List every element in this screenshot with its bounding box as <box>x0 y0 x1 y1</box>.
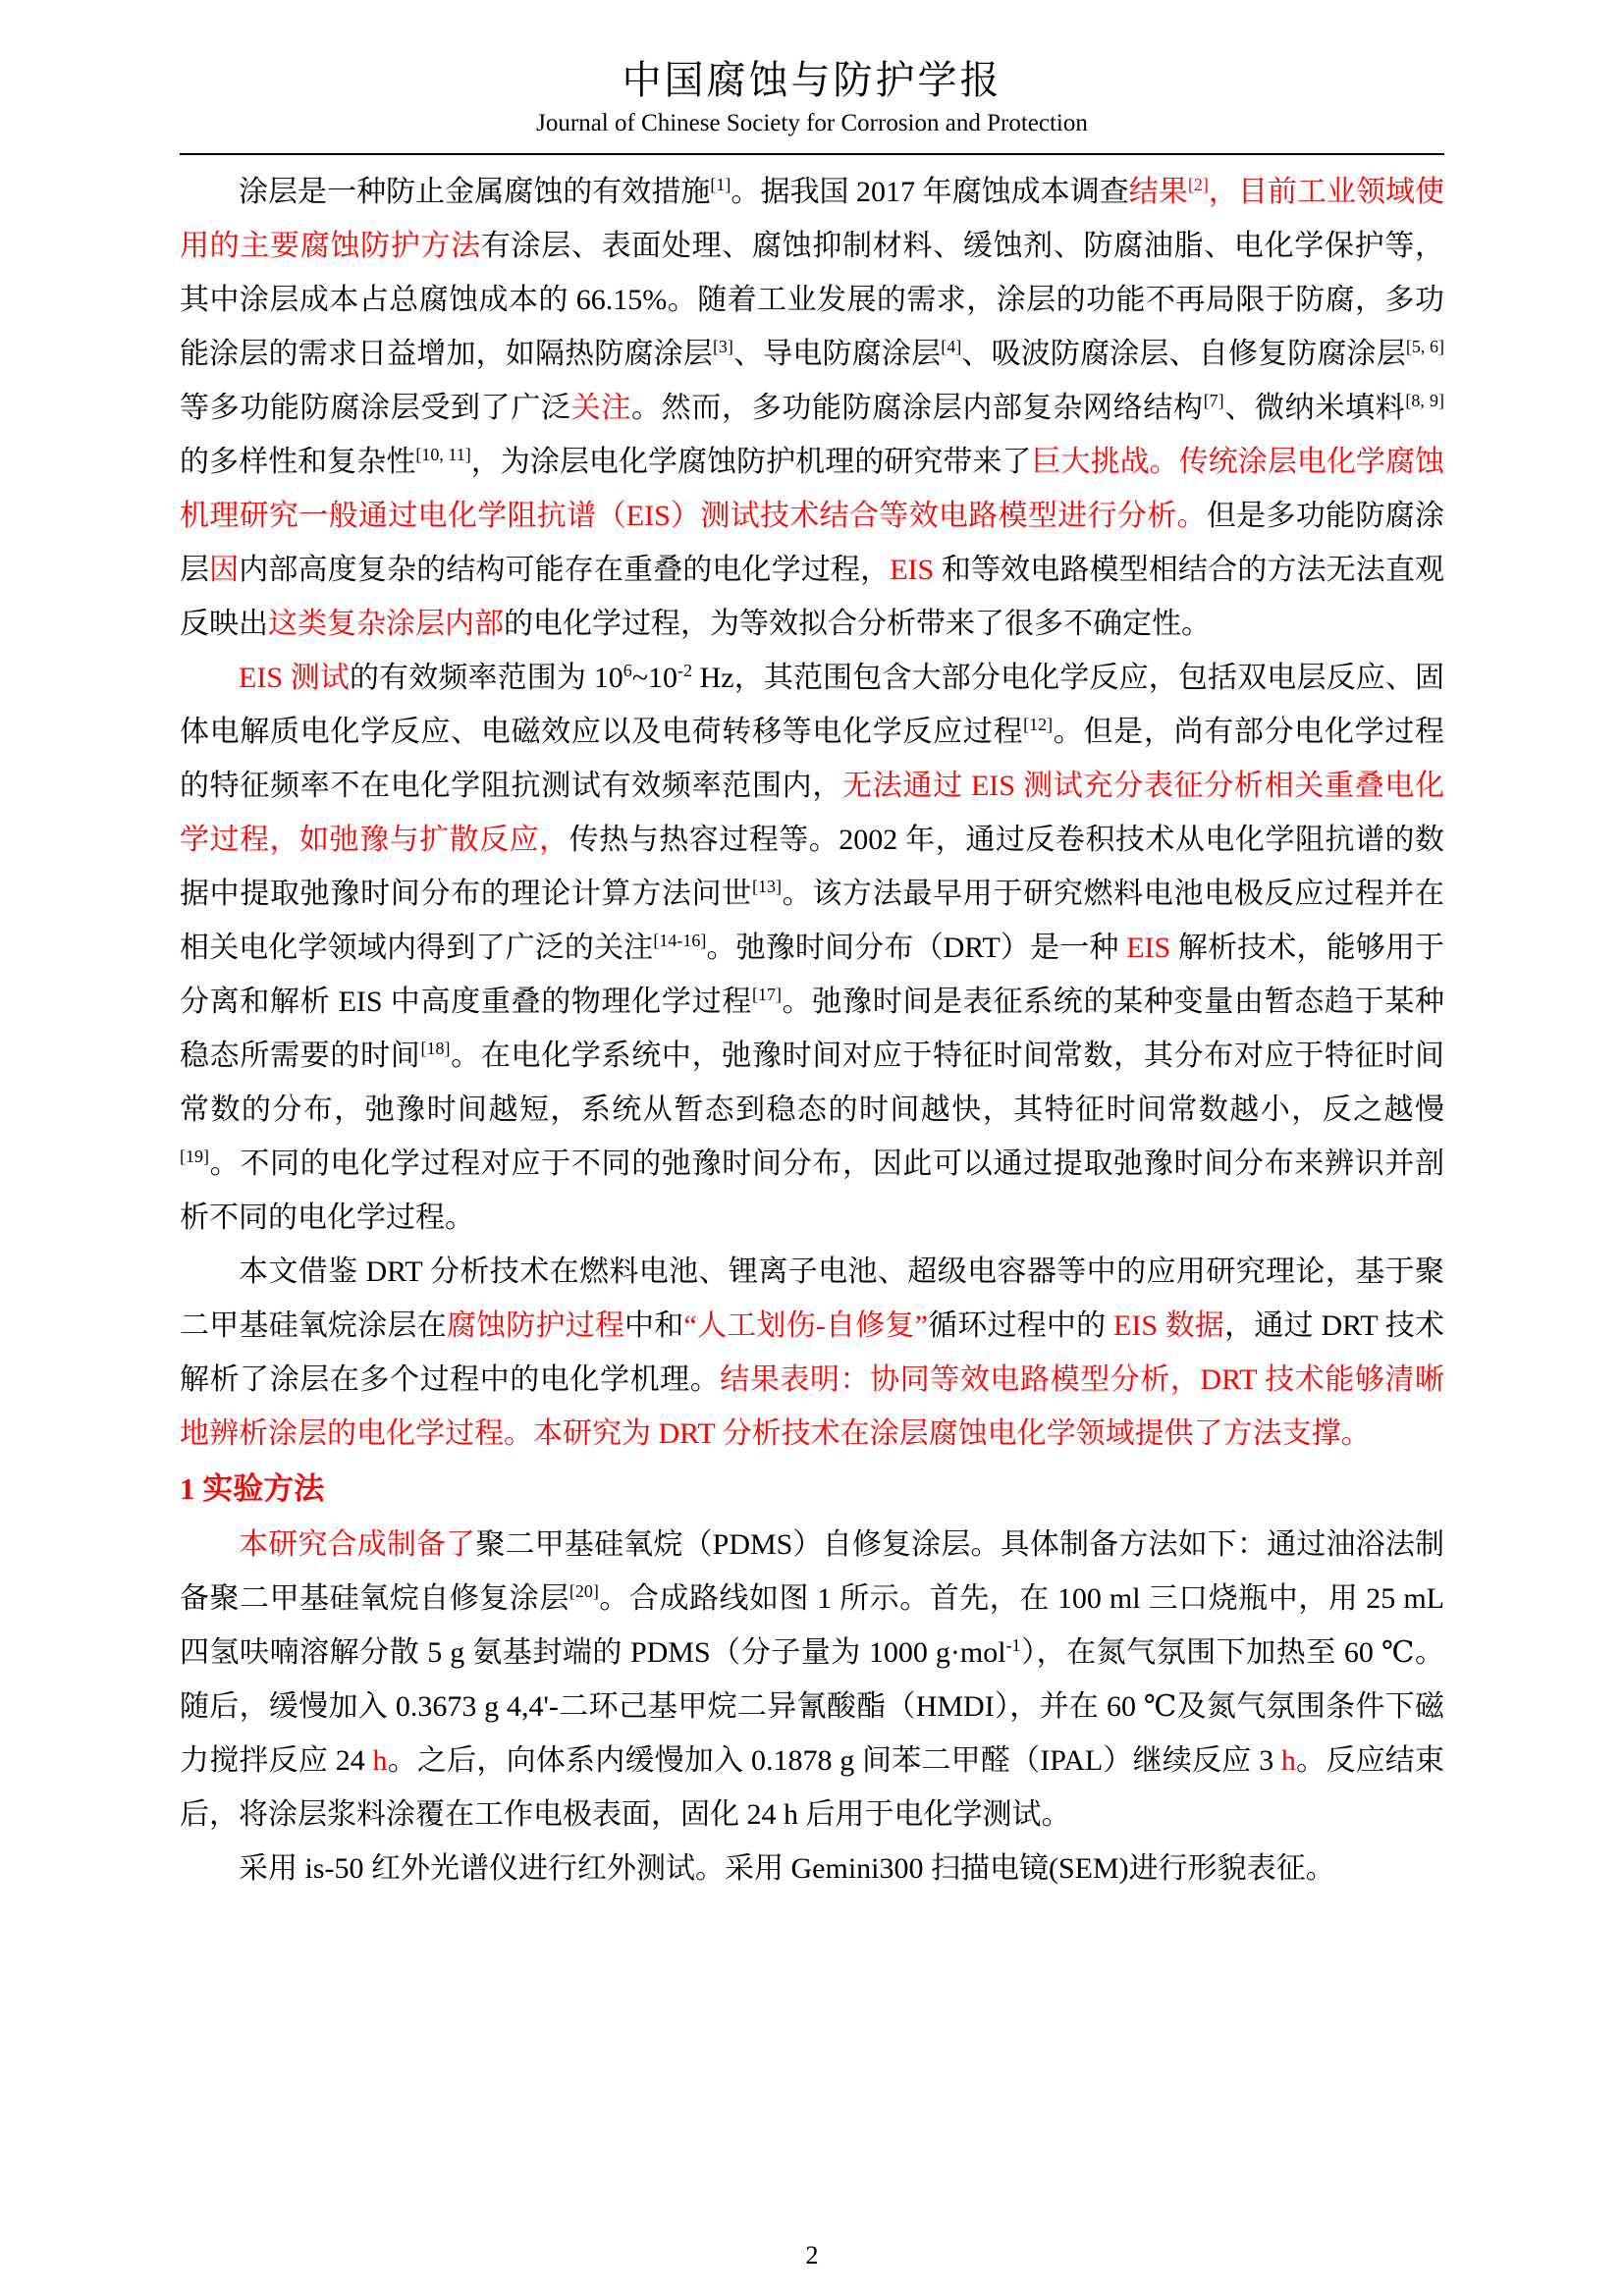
text-run: ，为涂层电化学腐蚀防护机理的研究带来了 <box>470 446 1032 478</box>
text-run: 采用 is-50 红外光谱仪进行红外测试。采用 Gemini300 扫描电镜(SEM)进行形貌表征。 <box>239 1852 1335 1885</box>
citation-superscript: [18] <box>420 1039 451 1058</box>
text-run: 内部高度复杂的结构可能存在重叠的电化学过程， <box>239 554 891 586</box>
text-run: 这类复杂涂层内部 <box>268 608 504 640</box>
citation-superscript: [10, 11] <box>415 445 471 464</box>
text-run: 。弛豫时间分布（DRT）是一种 <box>706 932 1127 964</box>
text-run: 和等效电路模型相结合的方法无法直观反映出 <box>180 554 1445 640</box>
text-run: 、吸波防腐涂层、自修复防腐涂层 <box>961 338 1406 370</box>
citation-superscript: [19] <box>180 1147 209 1166</box>
text-run: 有涂层、表面处理、腐蚀抑制材料、缓蚀剂、防腐油脂、电化学保护等，其中涂层成本占总腐蚀成本的 66.15%。随着工业发展的需求，涂层的功能不再局限于防腐，多功能涂层的需求日益增加，如隔热防腐涂层 <box>180 230 1445 370</box>
text-run: 传热与热容过程等。2002 年，通过反卷积技术从电化学阻抗谱的数据中提取弛豫时间分布的理论计算方法问世 <box>180 824 1445 910</box>
text-run: 聚二甲基硅氧烷（PDMS）自修复涂层。具体制备方法如下：通过油浴法制备聚二甲基硅氧烷自修复涂层 <box>180 1528 1444 1615</box>
text-run: 的有效频率范围为 10 <box>349 662 623 694</box>
text-run: Hz，其范围包含大部分电化学反应，包括双电层反应、固体电解质电化学反应、电磁效应以及电荷转移等电化学反应过程 <box>180 662 1445 748</box>
text-run: ，通过 DRT 技术解析了涂层在多个过程中的电化学机理。 <box>180 1309 1445 1396</box>
citation-superscript: [12] <box>1023 715 1054 734</box>
text-run: 。之后，向体系内缓慢加入 0.1878 g 间苯二甲醛（IPAL）继续反应 3 <box>387 1744 1281 1777</box>
text-run: 但是多功能防腐涂层 <box>180 500 1445 586</box>
text-run: 结果表明：协同等效电路模型分析，DRT 技术能够清晰地辨析涂层的电化学过程。本研究为 DRT 分析技术在涂层腐蚀电化学领域提供了方法支撑。 <box>180 1363 1445 1450</box>
text-run: “人工划伤-自修复” <box>683 1309 928 1342</box>
text-run: 的电化学过程，为等效拟合分析带来了很多不确定性。 <box>504 608 1211 640</box>
citation-superscript: [4] <box>941 337 962 356</box>
text-run: ），在氮气氛围下加热至 60 ℃。随后，缓慢加入 0.3673 g 4,4'-二环己基甲烷二异氰酸酯（HMDI），并在 60 ℃及氮气氛围条件下磁力搅拌反应 24 <box>180 1636 1445 1777</box>
text-run: 解析技术，能够用于分离和解析 EIS 中高度重叠的物理化学过程 <box>180 932 1445 1018</box>
text-run: 。合成路线如图 1 所示。首先，在 100 ml 三口烧瓶中，用 25 mL 四氢呋喃溶解分散 5 g 氨基封端的 PDMS（分子量为 1000 g·mol <box>180 1582 1444 1669</box>
text-run: 本文借鉴 DRT 分析技术在燃料电池、锂离子电池、超级电容器等中的应用研究理论，基于聚二甲基硅氧烷涂层在 <box>180 1255 1444 1342</box>
page-number: 2 <box>805 2241 819 2269</box>
text-run: 。但是，尚有部分电化学过程的特征频率不在电化学阻抗测试有效频率范围内， <box>180 716 1445 802</box>
text-run: 因 <box>209 554 240 586</box>
text-run: 、导电防腐涂层 <box>732 338 942 370</box>
text-run: 。据我国 2017 年腐蚀成本调查 <box>731 176 1129 208</box>
citation-superscript: [5, 6] <box>1405 337 1445 356</box>
citation-superscript: [7] <box>1203 391 1224 410</box>
citation-superscript: [14-16] <box>653 931 707 950</box>
text-run: 。反应结束后，将涂层浆料涂覆在工作电极表面，固化 24 h 后用于电化学测试。 <box>180 1744 1445 1831</box>
citation-superscript: [20] <box>568 1581 599 1601</box>
paragraph <box>180 165 1444 651</box>
text-run: 循环过程中的 <box>927 1309 1114 1342</box>
citation-superscript: -1 <box>1005 1635 1021 1655</box>
citation-superscript: [8, 9] <box>1405 391 1445 410</box>
citation-superscript: [1] <box>710 175 731 194</box>
text-run: 巨大挑战。传统涂层电化学腐蚀机理研究一般通过电化学阻抗谱（EIS）测试技术结合等效电路模型进行分析。 <box>180 446 1445 532</box>
paragraph <box>180 1518 1444 1842</box>
paragraph <box>180 1842 1444 1896</box>
text-run: 关注 <box>570 392 632 424</box>
text-run: ~10 <box>631 662 677 694</box>
text-run: EIS <box>1126 932 1171 964</box>
text-run: 涂层是一种防止金属腐蚀的有效措施 <box>239 176 711 208</box>
journal-title-cn: 中国腐蚀与防护学报 <box>622 58 1002 102</box>
text-run: 等多功能防腐涂层受到了广泛 <box>180 392 571 424</box>
paragraph <box>180 651 1444 1245</box>
text-run: 结果 <box>1128 176 1188 208</box>
citation-superscript: [3] <box>712 337 733 356</box>
section-heading: 1 实验方法 <box>180 1471 325 1506</box>
text-run: ，目前工业领域使用的主要腐蚀防护方法 <box>180 176 1445 262</box>
text-run: EIS 数据 <box>1113 1309 1225 1342</box>
citation-superscript: 6 <box>623 661 632 680</box>
journal-title-en: Journal of Chinese Society for Corrosion and Protection <box>536 110 1088 136</box>
text-run: h <box>372 1744 388 1777</box>
citation-superscript: [13] <box>751 877 782 896</box>
text-run: 无法通过 EIS 测试充分表征分析相关重叠电化学过程，如弛豫与扩散反应， <box>180 770 1445 856</box>
paragraph <box>180 1245 1444 1461</box>
text-run: 。弛豫时间是表征系统的某种变量由暂态趋于某种稳态所需要的时间 <box>180 986 1445 1072</box>
text-run: h <box>1280 1744 1296 1777</box>
text-run: 腐蚀防护过程 <box>446 1309 625 1342</box>
document-body <box>180 165 1444 1896</box>
citation-superscript: [17] <box>751 985 782 1004</box>
text-run: 。该方法最早用于研究燃料电池电极反应过程并在相关电化学领域内得到了广泛的关注 <box>180 878 1445 964</box>
text-run: 中和 <box>624 1309 684 1342</box>
text-run: EIS <box>890 554 935 586</box>
text-run: 。然而，多功能防腐涂层内部复杂网络结构 <box>631 392 1204 424</box>
text-run: 、微纳米填料 <box>1223 392 1406 424</box>
text-run: 。在电化学系统中，弛豫时间对应于特征时间常数，其分布对应于特征时间常数的分布，弛豫时间越短，系统从暂态到稳态的时间越快，其特征时间常数越小，反之越慢 <box>180 1040 1445 1126</box>
citation-superscript: [2] <box>1187 175 1209 194</box>
text-run: EIS 测试 <box>239 662 350 694</box>
text-run: 的多样性和复杂性 <box>180 446 416 478</box>
journal-header <box>180 57 1444 155</box>
text-run: 。不同的电化学过程对应于不同的弛豫时间分布，因此可以通过提取弛豫时间分布来辨识并剖析不同的电化学过程。 <box>180 1148 1444 1234</box>
text-run: 本研究合成制备了 <box>239 1528 476 1561</box>
citation-superscript: -2 <box>677 661 692 680</box>
